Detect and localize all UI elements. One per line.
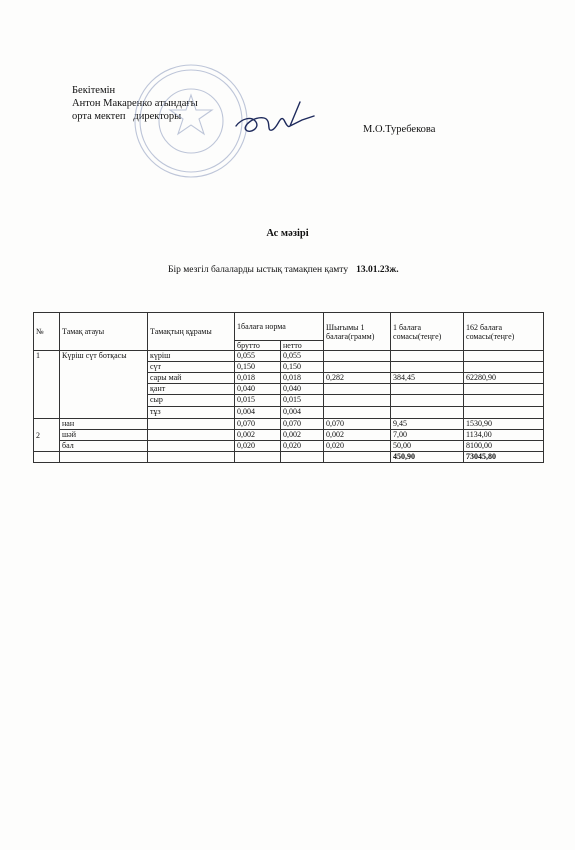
consumption-value: 0,002 (324, 430, 391, 441)
gross-value: 0,040 (235, 384, 281, 395)
header-num: № (34, 313, 60, 351)
empty-cell (391, 362, 464, 373)
empty-cell (464, 351, 544, 362)
empty-cell (324, 452, 391, 463)
menu-table (33, 312, 544, 463)
empty-cell (464, 384, 544, 395)
empty-cell (324, 362, 391, 373)
cost-one-value: 9,45 (391, 419, 464, 430)
menu-date: 13.01.23ж. (356, 265, 399, 275)
empty-cell (324, 384, 391, 395)
cost-total-value: 8100,00 (464, 441, 544, 452)
totals-row (34, 452, 544, 463)
empty-cell (324, 395, 391, 407)
director-label: директоры (133, 111, 182, 122)
gross-value: 0,002 (235, 430, 281, 441)
empty-cell (391, 407, 464, 419)
gross-value: 0,020 (235, 441, 281, 452)
empty-cell (235, 452, 281, 463)
table-row (34, 351, 544, 362)
table-row (34, 441, 544, 452)
school-name: Антон Макаренко атындағы (72, 98, 198, 109)
net-value: 0,150 (281, 362, 324, 373)
header-consumption: Шығымы 1 балаға(грамм) (324, 313, 391, 351)
gross-value: 0,018 (235, 373, 281, 384)
total-cost-one: 450,90 (391, 452, 464, 463)
dish-name: нан (60, 419, 148, 430)
net-value: 0,002 (281, 430, 324, 441)
empty-cell (148, 441, 235, 452)
cost-one-value: 7,00 (391, 430, 464, 441)
empty-cell (148, 430, 235, 441)
empty-cell (148, 452, 235, 463)
empty-cell (464, 362, 544, 373)
table-row (34, 430, 544, 441)
net-value: 0,040 (281, 384, 324, 395)
table-row (34, 419, 544, 430)
header-norm: 1балаға норма (235, 313, 324, 341)
gross-value: 0,004 (235, 407, 281, 419)
empty-cell (324, 407, 391, 419)
document-title: Ас мәзірі (266, 228, 309, 239)
empty-cell (391, 384, 464, 395)
empty-cell (148, 419, 235, 430)
row-num: 2 (34, 419, 60, 452)
ingredient: тұз (148, 407, 235, 419)
net-value: 0,004 (281, 407, 324, 419)
ingredient: күріш (148, 351, 235, 362)
cost-one-value: 50,00 (391, 441, 464, 452)
row-num: 1 (34, 351, 60, 419)
cost-total-value: 62280,90 (464, 373, 544, 384)
ingredient: сыр (148, 395, 235, 407)
empty-cell (34, 452, 60, 463)
empty-cell (464, 407, 544, 419)
net-value: 0,070 (281, 419, 324, 430)
ingredient: сүт (148, 362, 235, 373)
cost-total-value: 1530,90 (464, 419, 544, 430)
ingredient: қант (148, 384, 235, 395)
empty-cell (391, 395, 464, 407)
header-cost-total: 162 балаға сомасы(теңге) (464, 313, 544, 351)
header-dish: Тамақ атауы (60, 313, 148, 351)
gross-value: 0,055 (235, 351, 281, 362)
header-cost-one: 1 балаға сомасы(теңге) (391, 313, 464, 351)
header-gross: брутто (235, 341, 281, 351)
dish-name: бал (60, 441, 148, 452)
subtitle-text: Бір мезгіл балаларды ыстық тамақпен қамту (168, 265, 349, 275)
consumption-value: 0,020 (324, 441, 391, 452)
net-value: 0,020 (281, 441, 324, 452)
consumption-value: 0,070 (324, 419, 391, 430)
document-subtitle (168, 265, 399, 275)
net-value: 0,055 (281, 351, 324, 362)
gross-value: 0,070 (235, 419, 281, 430)
empty-cell (281, 452, 324, 463)
dish-name: Күріш сүт ботқасы (60, 351, 148, 419)
director-signature-icon (230, 92, 322, 152)
consumption-value: 0,282 (324, 373, 391, 384)
school-type: орта мектеп (72, 111, 126, 122)
gross-value: 0,015 (235, 395, 281, 407)
empty-cell (324, 351, 391, 362)
empty-cell (60, 452, 148, 463)
director-name: М.О.Туребекова (363, 124, 436, 135)
empty-cell (391, 351, 464, 362)
cost-one-value: 384,45 (391, 373, 464, 384)
header-net: нетто (281, 341, 324, 351)
total-cost-total: 73045,80 (464, 452, 544, 463)
cost-total-value: 1134,00 (464, 430, 544, 441)
empty-cell (464, 395, 544, 407)
header-composition: Тамақтың құрамы (148, 313, 235, 351)
dish-name: шәй (60, 430, 148, 441)
ingredient: сары май (148, 373, 235, 384)
gross-value: 0,150 (235, 362, 281, 373)
net-value: 0,018 (281, 373, 324, 384)
net-value: 0,015 (281, 395, 324, 407)
table-header-row (34, 313, 544, 341)
approval-heading: Бекітемін (72, 85, 116, 96)
